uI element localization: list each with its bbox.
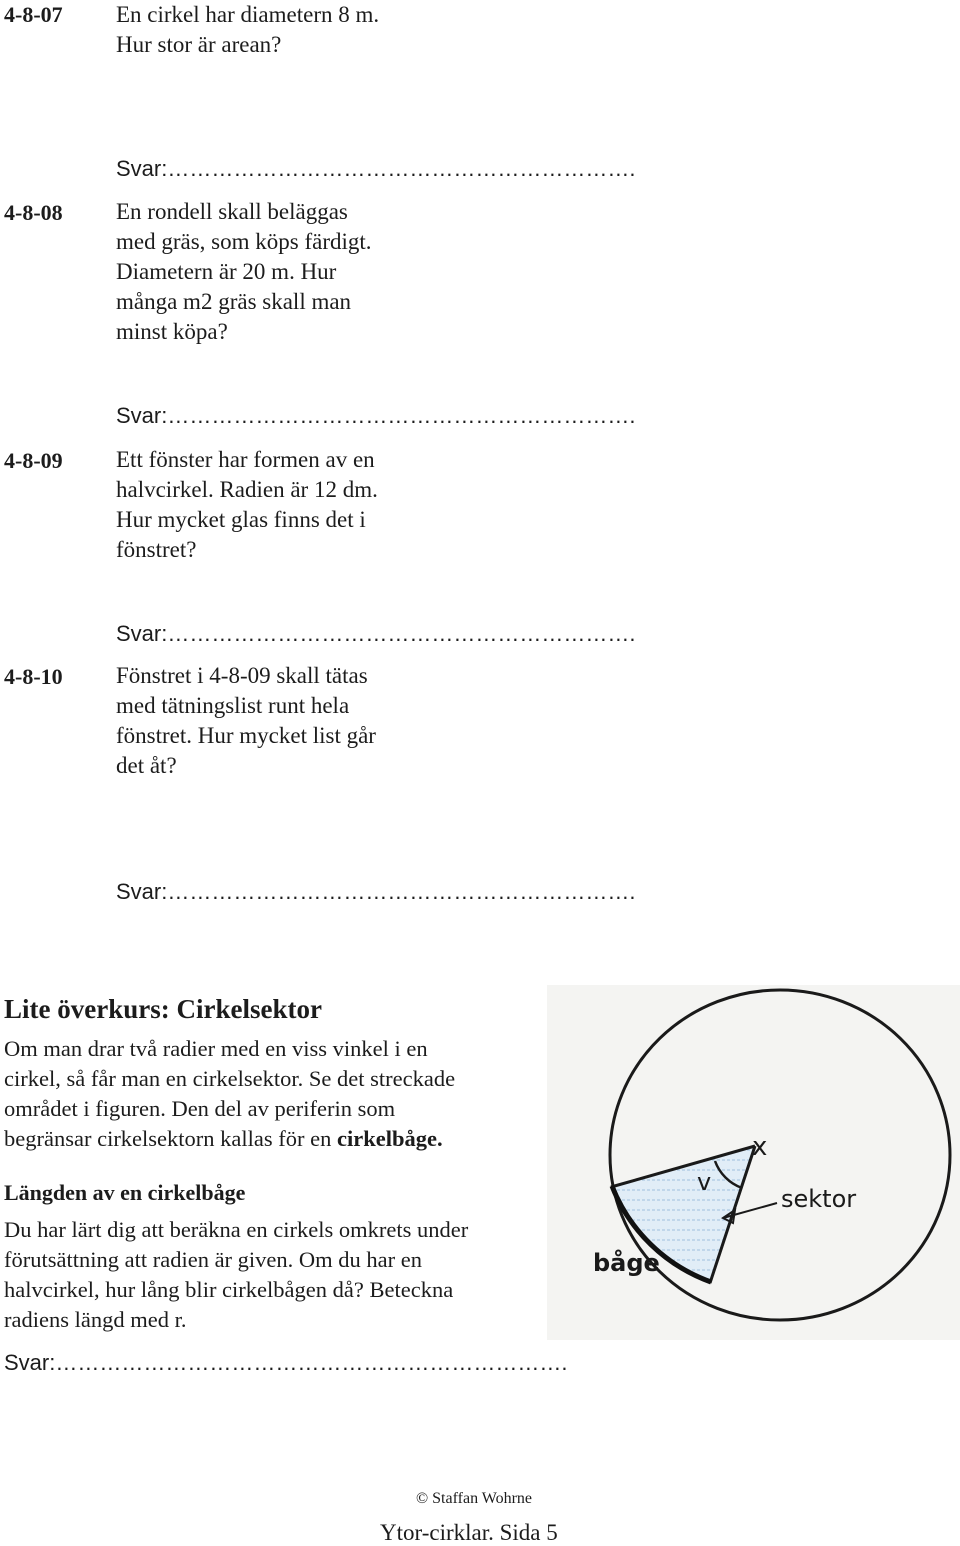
answer-line[interactable]: Svar:……………………………………………………….: [116, 156, 636, 181]
center-mark: x: [752, 1132, 768, 1162]
text-line: med tätningslist runt hela: [116, 693, 350, 718]
exercise-text: [116, 445, 378, 565]
answer-line[interactable]: Svar:……………………………………………………….: [116, 621, 636, 646]
sector-label: sektor: [781, 1185, 857, 1213]
text-line: området i figuren. Den del av periferin som: [4, 1096, 396, 1121]
text-line: Diametern är 20 m. Hur: [116, 259, 337, 284]
exercise-number: 4-8-08: [4, 200, 63, 225]
exercise-text: [116, 0, 379, 60]
text-line: fönstret?: [116, 537, 197, 562]
angle-label: v: [697, 1168, 712, 1196]
section-intro: [4, 1034, 544, 1154]
text-line: Hur mycket glas finns det i: [116, 507, 366, 532]
answer-line[interactable]: Svar:…………………………………………………………….: [4, 1350, 568, 1375]
section-body: [4, 1215, 544, 1335]
exercise-number: 4-8-09: [4, 448, 63, 473]
text-line: halvcirkel, hur lång blir cirkelbågen då? Beteckna: [4, 1277, 454, 1302]
text-line: halvcirkel. Radien är 12 dm.: [116, 477, 378, 502]
answer-line[interactable]: Svar:……………………………………………………….: [116, 403, 636, 428]
answer-line[interactable]: Svar:……………………………………………………….: [116, 879, 636, 904]
text-line: Fönstret i 4-8-09 skall tätas: [116, 663, 368, 688]
text-line: radiens längd med r.: [4, 1307, 187, 1332]
text-line: cirkel, så får man en cirkelsektor. Se det streckade: [4, 1066, 456, 1091]
text-line: [4, 1124, 544, 1154]
bold-term: cirkelbåge.: [337, 1126, 443, 1151]
text-line: En rondell skall beläggas: [116, 199, 348, 224]
circle-sector-drawing: [547, 985, 960, 1340]
text-line: Du har lärt dig att beräkna en cirkels omkrets under: [4, 1217, 469, 1242]
text-line: förutsättning att radien är given. Om du har en: [4, 1247, 422, 1272]
text-line: det åt?: [116, 753, 177, 778]
exercise-number: 4-8-07: [4, 2, 63, 27]
text-line: många m2 gräs skall man: [116, 289, 352, 314]
exercise-number: 4-8-10: [4, 664, 63, 689]
text-line: En cirkel har diametern 8 m.: [116, 2, 380, 27]
arc-label: båge: [593, 1249, 660, 1277]
circle-sector-figure: [547, 985, 960, 1340]
section-heading: Lite överkurs: Cirkelsektor: [4, 994, 322, 1024]
exercise-text: [116, 661, 376, 781]
text-line: med gräs, som köps färdigt.: [116, 229, 372, 254]
footer-page-label: Ytor-cirklar. Sida 5: [380, 1520, 558, 1545]
text-fragment: begränsar cirkelsektorn kallas för en: [4, 1126, 337, 1151]
exercise-text: [116, 197, 372, 347]
text-line: fönstret. Hur mycket list går: [116, 723, 376, 748]
text-line: Hur stor är arean?: [116, 32, 282, 57]
footer-copyright: © Staffan Wohrne: [416, 1490, 533, 1507]
subheading: Längden av en cirkelbåge: [4, 1180, 246, 1205]
text-line: Om man drar två radier med en viss vinkel i en: [4, 1036, 428, 1061]
text-line: Ett fönster har formen av en: [116, 447, 375, 472]
circle-outline: [610, 990, 950, 1320]
text-line: minst köpa?: [116, 319, 228, 344]
